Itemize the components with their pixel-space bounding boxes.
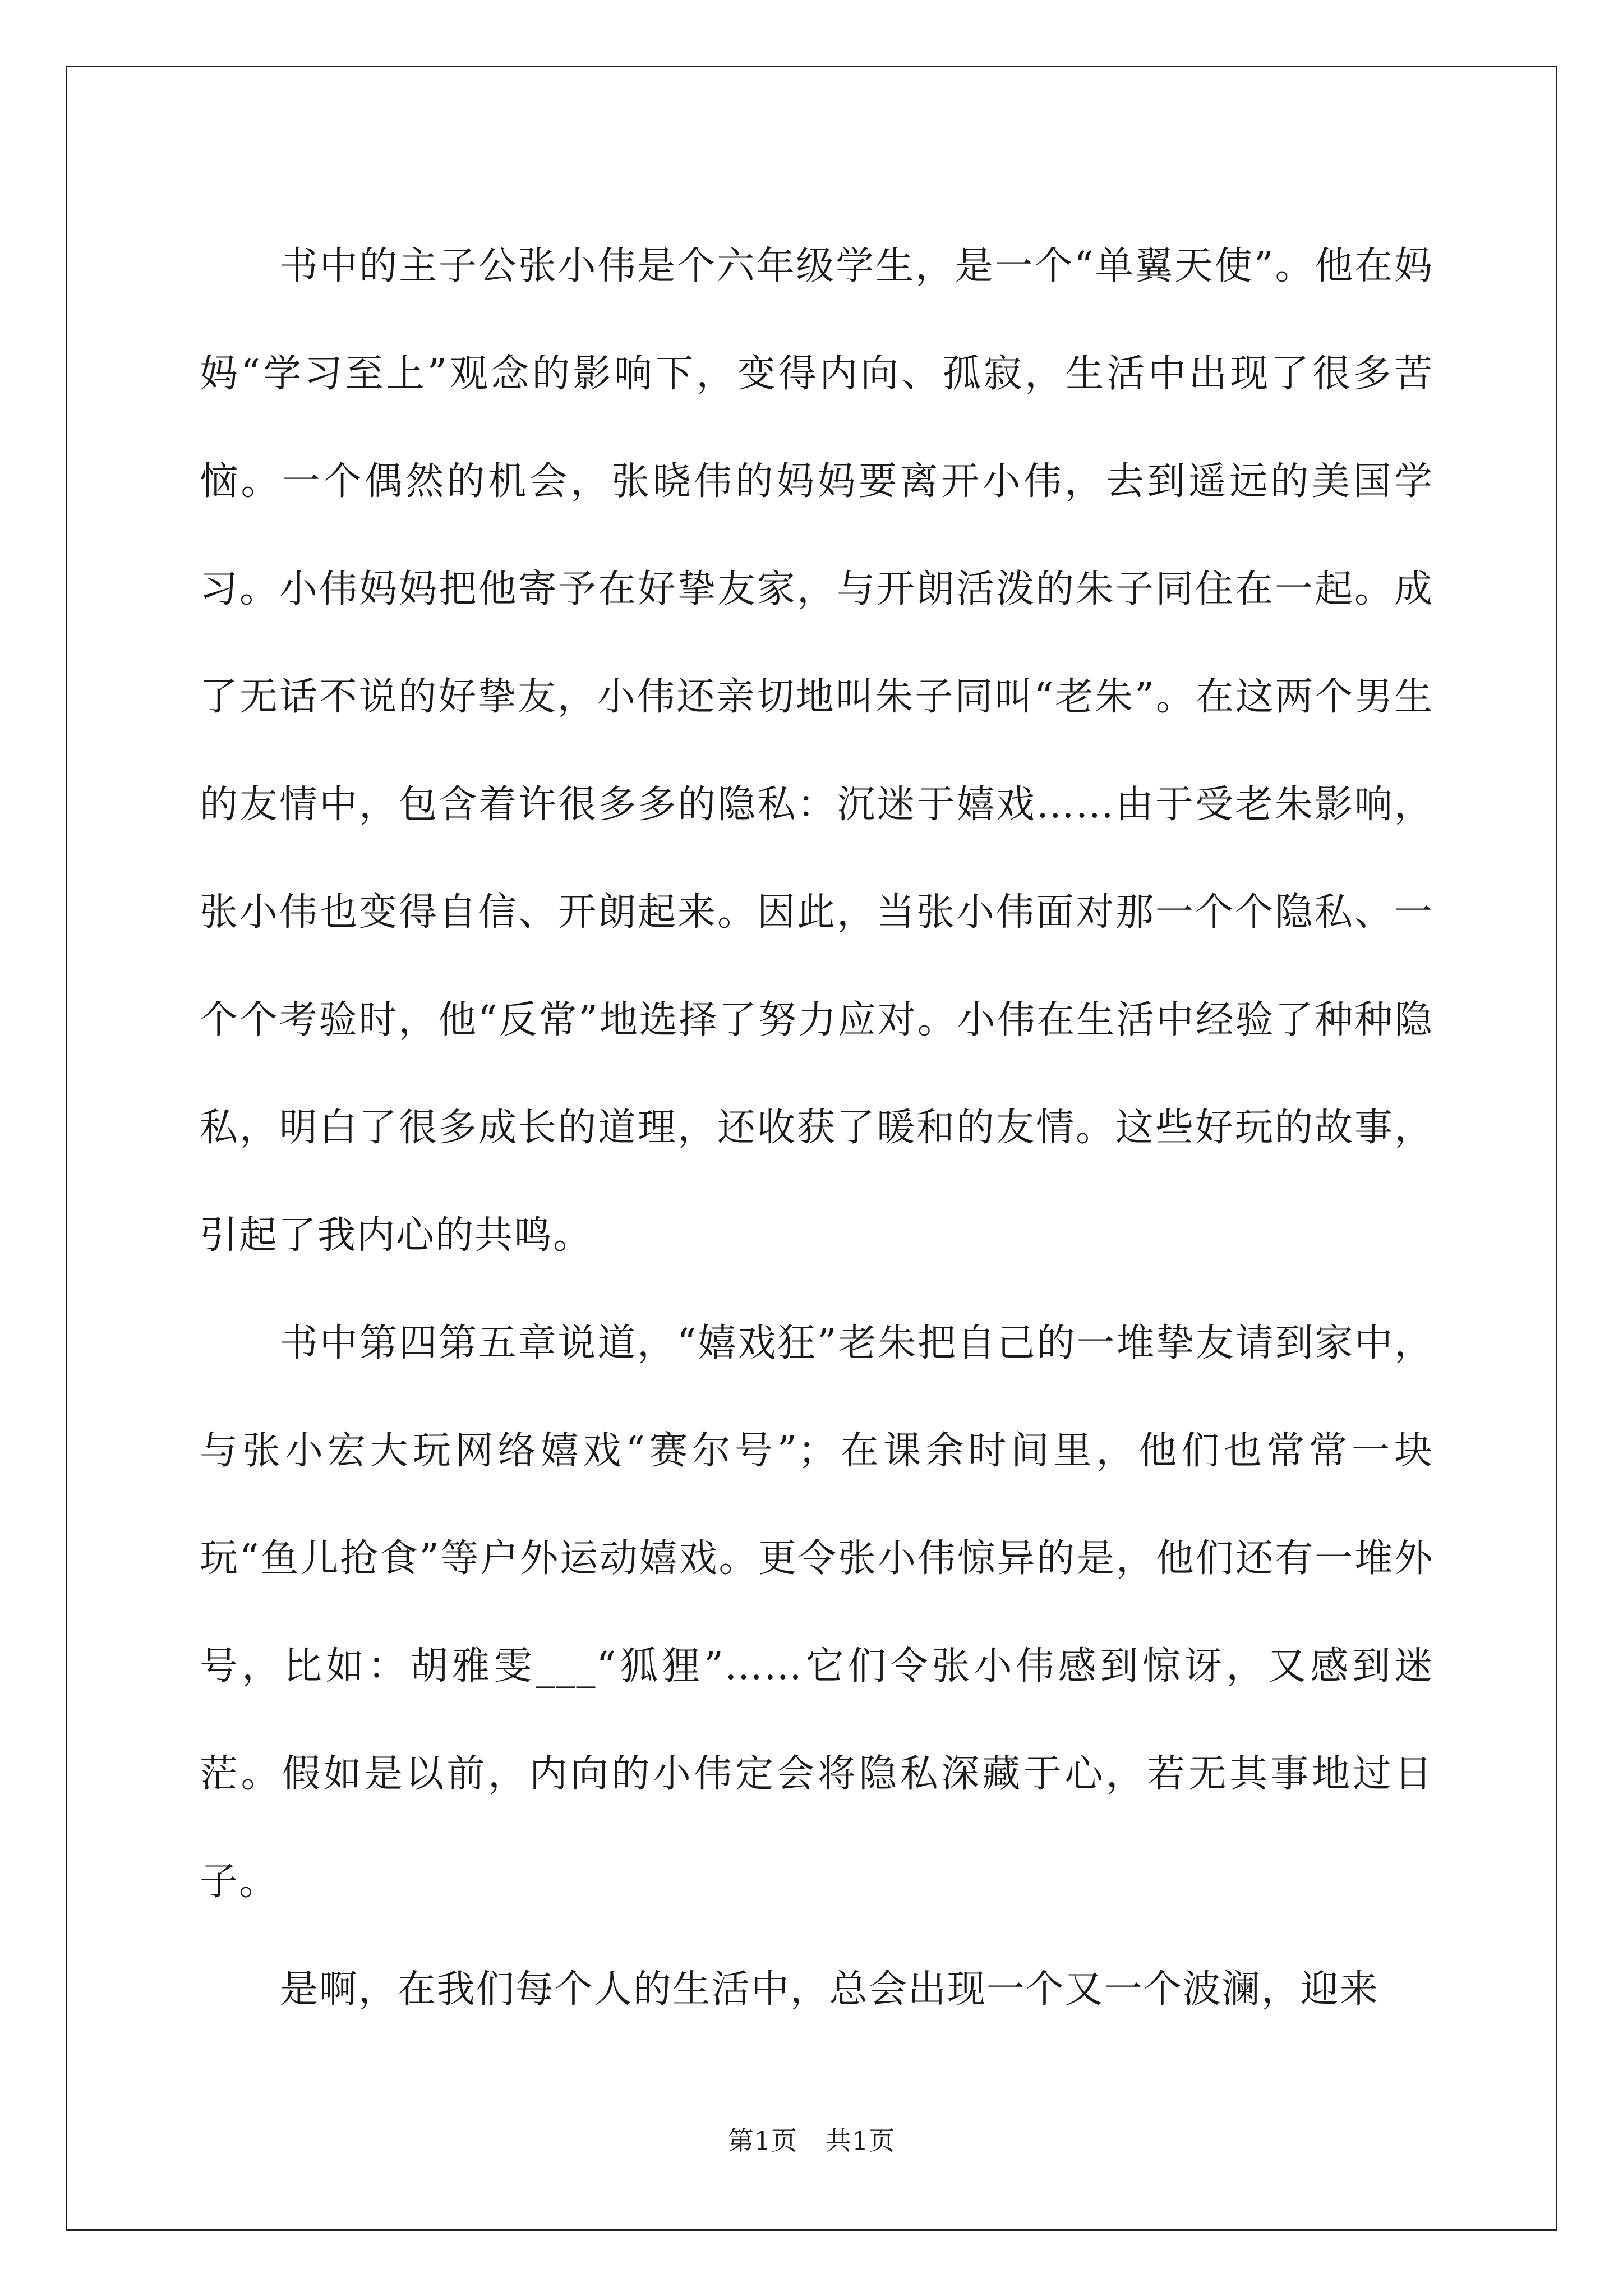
page-footer <box>0 2120 1623 2157</box>
paragraph-2: 书中第四第五章说道，“嬉戏狂”老朱把自己的一堆挚友请到家中，与张小宏大玩网络嬉戏“赛尔号”；在课余时间里，他们也常常一块玩“鱼儿抢食”等户外运动嬉戏。更令张小伟惊异的是，他们还有一堆外号，比如：胡雅雯___“狐狸”……它们令张小伟感到惊讶，又感到迷茫。假如是以前，内向的小伟定会将隐私深藏于心，若无其事地过日子。 <box>200 1321 1433 1904</box>
page-number-current: 第1页 <box>727 2125 797 2156</box>
document-body <box>200 213 1433 2044</box>
page-number-total: 共1页 <box>826 2125 896 2156</box>
paragraph-3: 是啊，在我们每个人的生活中，总会出现一个又一个波澜，迎来 <box>279 1967 1379 2012</box>
paragraph-1: 书中的主子公张小伟是个六年级学生，是一个“单翼天使”。他在妈妈“学习至上”观念的影响下，变得内向、孤寂，生活中出现了很多苦恼。一个偶然的机会，张晓伟的妈妈要离开小伟，去到遥远的美国学习。小伟妈妈把他寄予在好挚友家，与开朗活泼的朱子同住在一起。成了无话不说的好挚友，小伟还亲切地叫朱子同叫“老朱”。在这两个男生的友情中，包含着许很多多的隐私：沉迷于嬉戏……由于受老朱影响，张小伟也变得自信、开朗起来。因此，当张小伟面对那一个个隐私、一个个考验时，他“反常”地选择了努力应对。小伟在生活中经验了种种隐私，明白了很多成长的道理，还收获了暖和的友情。这些好玩的故事，引起了我内心的共鸣。 <box>200 244 1433 1258</box>
